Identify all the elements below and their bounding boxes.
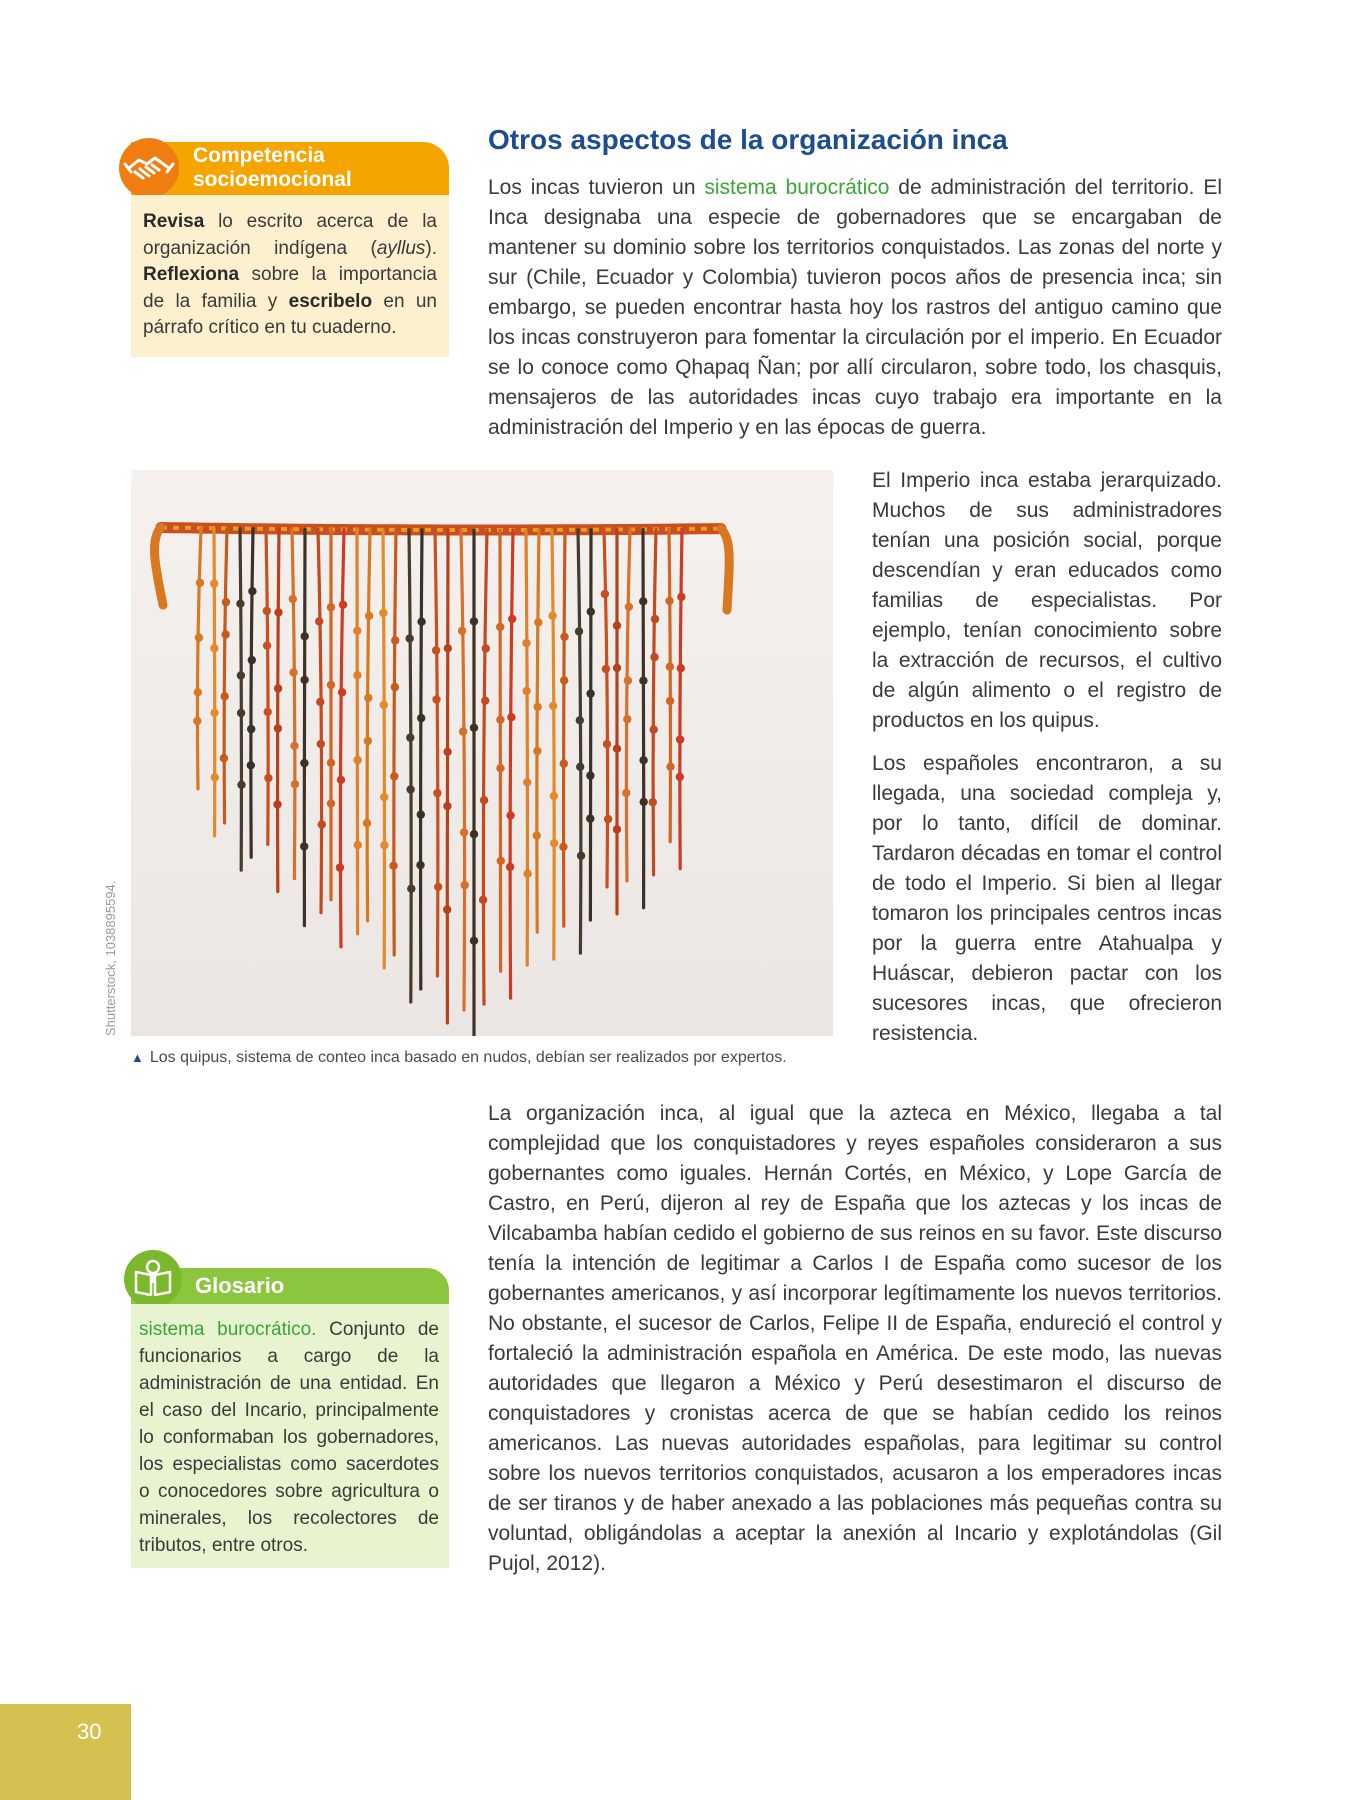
quipu-knot <box>327 759 335 767</box>
quipu-knot <box>604 815 612 823</box>
quipu-knot <box>353 627 361 635</box>
competencia-body-run: escribelo <box>288 290 373 312</box>
quipu-knot <box>274 684 282 692</box>
quipu-knot <box>416 861 424 869</box>
quipu-knot <box>193 717 201 725</box>
quipu-knot <box>338 688 346 696</box>
quipu-knot <box>470 617 478 625</box>
quipu-knot <box>406 733 414 741</box>
quipu-knot <box>364 694 372 702</box>
quipu-pendant-string <box>357 530 358 934</box>
quipu-knot <box>406 634 414 642</box>
quipu-knot <box>211 773 219 781</box>
quipu-knot <box>316 698 324 706</box>
quipu-knot <box>601 590 609 598</box>
quipu-pendant-string <box>278 529 279 892</box>
quipu-pendant-string <box>304 529 305 925</box>
quipu-knot <box>460 828 468 836</box>
quipu-knot <box>666 763 674 771</box>
paragraph-organization: La organización inca, al igual que la azteca en México, llegaba a tal complejidad que los conquistadores y reyes españoles consideraron a sus gobernantes como iguales. Hernán Cortés, en México, y Lope García de Castro, en Perú, dijeron al rey de España que los aztecas y los incas de Vilcabamba habían cedido el gobierno de sus reinos en su favor. Este discurso tenía la intención de legitimar a Carlos I de España como sucesor de los gobernantes americanos, y así incorporar legítimamente los nuevos territorios. No obstante, el sucesor de Carlos, Felipe II de España, endureció el control y fortaleció la administración española en América. De este modo, las nuevas autoridades que llegaron a México y Perú desestimaron el discurso de conquistadores y cronistas acerca de que se habían cedido los reinos americanos. Las nuevas autoridades españolas, para legitimar su control sobre los nuevos territorios conquistados, acusaron a los emperadores incas de ser tiranos y de haber anexado a las poblaciones más pequeñas contra su voluntad, obligándolas a aceptar la anexión al Incario y explotándolas (Gil Pujol, 2012). <box>488 1102 1222 1575</box>
quipu-knot <box>433 789 441 797</box>
quipu-knot <box>677 664 685 672</box>
quipu-pendant-string <box>680 529 682 869</box>
quipu-knot <box>677 593 685 601</box>
quipu-pendant-string <box>292 529 295 879</box>
quipu-pendant-string <box>500 530 501 971</box>
quipu-knot <box>676 773 684 781</box>
quipu-knot <box>222 598 230 606</box>
quipu-knot <box>602 665 610 673</box>
quipu-knot <box>651 615 659 623</box>
quipu-knot <box>291 780 299 788</box>
quipu-pendant-string <box>367 530 370 921</box>
quipu-knot <box>389 862 397 870</box>
quipu-knot <box>666 697 674 705</box>
quipu-knot <box>264 708 272 716</box>
quipu-knot <box>444 644 452 652</box>
quipu-knot <box>508 615 516 623</box>
competencia-body-run: en un párrafo crítico en tu cuaderno. <box>143 290 437 338</box>
quipu-knot <box>337 776 345 784</box>
quipu-knot <box>417 714 425 722</box>
glosario-definition: Conjunto de funcionarios a cargo de la administración de una entidad. En el caso del Incario, principalmente lo conformaban los gobernadores, los especialistas como sacerdotes o conocedores sobre agricultura o minerales, los recolectores de tributos, entre otros. <box>139 1319 439 1556</box>
quipu-knot <box>263 641 271 649</box>
quipu-illustration <box>131 470 833 1036</box>
quipu-knot <box>523 687 531 695</box>
glosario-box <box>131 1268 449 1568</box>
quipu-knot <box>577 852 585 860</box>
quipu-knot <box>391 683 399 691</box>
paragraph-intro-rest: de administración del territorio. El Inca designaba una especie de gobernadores que se encargaban de mantener su dominio sobre los territorios conquistados. Las zonas del norte y sur (Chile, Ecuador y Colombia) tuvieron pocos años de presencia inca; sin embargo, se pueden encontrar hasta hoy los rastros del antiguo camino que los incas construyeron para fomentar la circulación por el imperio. En Ecuador se lo conoce como Qhapaq Ñan; por allí circularon, sobre todo, los chasquis, mensajeros de las autoridades incas cuyo trabajo era importante en la administración del Imperio y en las épocas de guerra. <box>488 176 1222 439</box>
quipu-pendant-string <box>461 530 465 1010</box>
handshake-icon <box>119 138 179 198</box>
page-number: 30 <box>77 1719 102 1744</box>
page-number-tab <box>0 1704 131 1800</box>
quipu-knot <box>236 600 244 608</box>
glossary-term-highlight: sistema burocrático <box>704 176 890 199</box>
quipu-knot <box>639 597 647 605</box>
quipu-knot <box>210 644 218 652</box>
quipu-knot <box>624 676 632 684</box>
glosario-body <box>131 1304 449 1568</box>
quipu-pendant-string <box>394 530 396 955</box>
competencia-body-run: Reflexiona <box>143 264 240 285</box>
competencia-body-run: ayllus <box>376 237 426 259</box>
quipu-knot <box>300 759 308 767</box>
quipu-knot <box>613 621 621 629</box>
quipu-knot <box>676 735 684 743</box>
quipu-knot <box>481 697 489 705</box>
quipu-knot <box>274 608 282 616</box>
quipu-knot <box>575 627 583 635</box>
quipu-knot <box>210 579 218 587</box>
quipu-knot <box>586 689 594 697</box>
quipu-pendant-string <box>266 529 268 845</box>
glosario-title: Glosario <box>195 1273 285 1298</box>
paragraph-spaniards: Los españoles encontraron, a su llegada, una sociedad compleja y, por lo tanto, difícil de dominar. Tardaron décadas en tomar el control de todo el Imperio. Si bien al llegar tomaron los principales centros incas por la guerra entre Atahualpa y Huáscar, debieron pactar con los sucesores incas, que ofrecieron resistencia. <box>872 752 1222 1045</box>
quipu-pendant-string <box>564 530 565 926</box>
quipu-knot <box>458 627 466 635</box>
quipu-knot <box>533 747 541 755</box>
quipu-knot <box>623 715 631 723</box>
quipu-knot <box>315 617 323 625</box>
quipu-knot <box>523 870 531 878</box>
quipu-knot <box>497 857 505 865</box>
quipu-knot <box>666 663 674 671</box>
quipu-left-end <box>155 528 163 606</box>
competencia-body-run: sobre la importancia de la familia y <box>143 264 437 312</box>
quipu-knot <box>273 800 281 808</box>
quipu-pendant-string <box>537 530 539 932</box>
quipu-knot <box>470 830 478 838</box>
quipu-knot <box>522 639 530 647</box>
quipu-knot <box>353 671 361 679</box>
quipu-knot <box>559 843 567 851</box>
quipu-pendant-string <box>340 530 344 947</box>
quipu-pendant-string <box>526 530 527 965</box>
quipu-knot <box>613 825 621 833</box>
quipu-knot <box>327 799 335 807</box>
quipu-knot <box>443 748 451 756</box>
quipu-knot <box>639 756 647 764</box>
photo-caption <box>131 1047 811 1069</box>
quipu-pendant-string <box>626 530 630 881</box>
quipu-knot <box>317 740 325 748</box>
quipu-knot <box>407 885 415 893</box>
quipu-knot <box>194 688 202 696</box>
book-icon <box>124 1250 182 1308</box>
glosario-header <box>131 1268 449 1304</box>
paragraph-intro-start: Los incas tuvieron un <box>488 176 705 199</box>
quipu-knot <box>533 831 541 839</box>
quipu-knot <box>459 727 467 735</box>
quipu-pendant-string <box>251 529 253 858</box>
quipu-pendant-string <box>590 530 591 920</box>
quipu-knot <box>390 772 398 780</box>
quipu-pendant-string <box>653 529 656 875</box>
paragraph-hierarchy: El Imperio inca estaba jerarquizado. Muchos de sus administradores tenían una posición social, porque descendían y eran educados como familias de especialistas. Por ejemplo, tenían conocimiento sobre la extracción de recursos, el cultivo de algún alimento o el registro de productos en los quipus. <box>872 469 1222 732</box>
quipu-knot <box>380 701 388 709</box>
quipu-knot <box>470 724 478 732</box>
quipu-knot <box>480 796 488 804</box>
quipu-knot <box>365 612 373 620</box>
quipu-knot <box>248 656 256 664</box>
quipu-knot <box>301 632 309 640</box>
quipu-knot <box>649 798 657 806</box>
quipu-knot <box>434 883 442 891</box>
quipu-knot <box>534 703 542 711</box>
quipu-knot <box>289 668 297 676</box>
quipu-knot <box>549 702 557 710</box>
quipu-knot <box>576 763 584 771</box>
quipu-knot <box>196 579 204 587</box>
quipu-knot <box>237 709 245 717</box>
quipu-knot <box>496 764 504 772</box>
competencia-header <box>131 142 449 195</box>
quipu-knot <box>550 792 558 800</box>
paragraph-intro <box>488 173 1222 443</box>
quipu-pendant-string <box>240 529 241 871</box>
quipu-pendant-string <box>447 530 448 1023</box>
quipu-pendant-string <box>318 529 322 912</box>
quipu-pendant-string <box>604 530 608 887</box>
quipu-knot <box>263 607 271 615</box>
quipu-knot <box>195 633 203 641</box>
quipu-knot <box>613 745 621 753</box>
quipu-knot <box>327 603 335 611</box>
quipu-knot <box>506 863 514 871</box>
competencia-title-line2: socioemocional <box>193 168 352 191</box>
quipu-knot <box>496 716 504 724</box>
quipu-knot <box>264 774 272 782</box>
quipu-knot <box>560 676 568 684</box>
quipu-knot <box>327 681 335 689</box>
quipu-knot <box>379 609 387 617</box>
quipu-knot <box>247 725 255 733</box>
quipu-knot <box>586 771 594 779</box>
quipu-pendant-string <box>214 528 215 836</box>
quipu-knot <box>625 603 633 611</box>
quipu-photo <box>131 470 833 1036</box>
quipu-knot <box>534 618 542 626</box>
quipu-knot <box>406 785 414 793</box>
quipu-knot <box>221 630 229 638</box>
quipu-knot <box>496 623 504 631</box>
competencia-body-run: lo escrito acerca de la organización indígena ( <box>143 211 437 259</box>
quipu-knot <box>248 587 256 595</box>
quipu-knot <box>417 618 425 626</box>
quipu-pendant-string <box>383 530 384 968</box>
quipu-knot <box>640 798 648 806</box>
quipu-knot <box>274 724 282 732</box>
competencia-title-line1: Competencia <box>193 144 325 167</box>
quipu-knot <box>560 759 568 767</box>
quipu-knot <box>576 716 584 724</box>
quipu-knot <box>506 811 514 819</box>
quipu-pendant-string <box>435 530 438 976</box>
quipu-knot <box>318 820 326 828</box>
competencia-body-run: Revisa <box>143 211 205 232</box>
quipu-knot <box>613 664 621 672</box>
quipu-pendant-string <box>669 529 670 842</box>
quipu-pendant-string <box>510 530 513 998</box>
quipu-knot <box>587 608 595 616</box>
quipu-knot <box>380 793 388 801</box>
quipu-knot <box>364 737 372 745</box>
competencia-title <box>193 144 443 192</box>
quipu-knot <box>336 863 344 871</box>
quipu-pendant-string <box>483 530 487 1004</box>
competencia-box <box>131 142 449 357</box>
quipu-knot <box>300 842 308 850</box>
quipu-knot <box>560 633 568 641</box>
quipu-knot <box>432 695 440 703</box>
quipu-right-end <box>721 529 729 610</box>
quipu-knot <box>363 819 371 827</box>
quipu-knot <box>247 761 255 769</box>
quipu-knot <box>507 713 515 721</box>
triangle-icon: ▲ <box>131 1050 144 1065</box>
quipu-knot <box>586 814 594 822</box>
quipu-knot <box>665 597 673 605</box>
quipu-knot <box>353 756 361 764</box>
quipu-pendant-string <box>578 530 581 953</box>
section-title: Otros aspectos de la organización inca <box>488 124 1008 155</box>
quipu-knot <box>221 692 229 700</box>
quipu-knot <box>622 789 630 797</box>
quipu-knot <box>432 646 440 654</box>
quipu-pendant-string <box>552 530 554 959</box>
quipu-knot <box>482 644 490 652</box>
competencia-body-run: ). <box>425 237 437 259</box>
quipu-pendant-string <box>643 529 644 907</box>
quipu-knot <box>289 595 297 603</box>
quipu-knot <box>354 841 362 849</box>
quipu-knot <box>603 740 611 748</box>
quipu-knot <box>470 937 478 945</box>
quipu-pendant-string <box>197 528 201 789</box>
quipu-knot <box>237 671 245 679</box>
competencia-body <box>131 195 449 357</box>
quipu-knot <box>443 905 451 913</box>
quipu-knot <box>548 612 556 620</box>
quipu-knot <box>523 778 531 786</box>
quipu-knot <box>650 725 658 733</box>
quipu-knot <box>290 742 298 750</box>
quipu-knot <box>220 754 228 762</box>
quipu-knot <box>237 781 245 789</box>
quipu-knot <box>550 839 558 847</box>
quipu-knot <box>479 896 487 904</box>
quipu-knot <box>461 881 469 889</box>
quipu-knot <box>300 676 308 684</box>
quipu-pendant-string <box>421 530 422 989</box>
quipu-knot <box>650 653 658 661</box>
quipu-knot <box>417 810 425 818</box>
quipu-knot <box>391 636 399 644</box>
quipu-knot <box>443 802 451 810</box>
photo-credit-text: Shutterstock, 1038895594. <box>103 880 118 1036</box>
photo-caption-text: Los quipus, sistema de conteo inca basado en nudos, debían ser realizados por expertos. <box>149 1049 787 1066</box>
quipu-pendant-string <box>409 530 411 1002</box>
quipu-knot <box>639 677 647 685</box>
quipu-pendant-string <box>224 528 227 823</box>
glosario-term: sistema burocrático. <box>139 1319 317 1340</box>
quipu-knot <box>380 841 388 849</box>
quipu-knot <box>339 601 347 609</box>
quipu-knot <box>210 709 218 717</box>
